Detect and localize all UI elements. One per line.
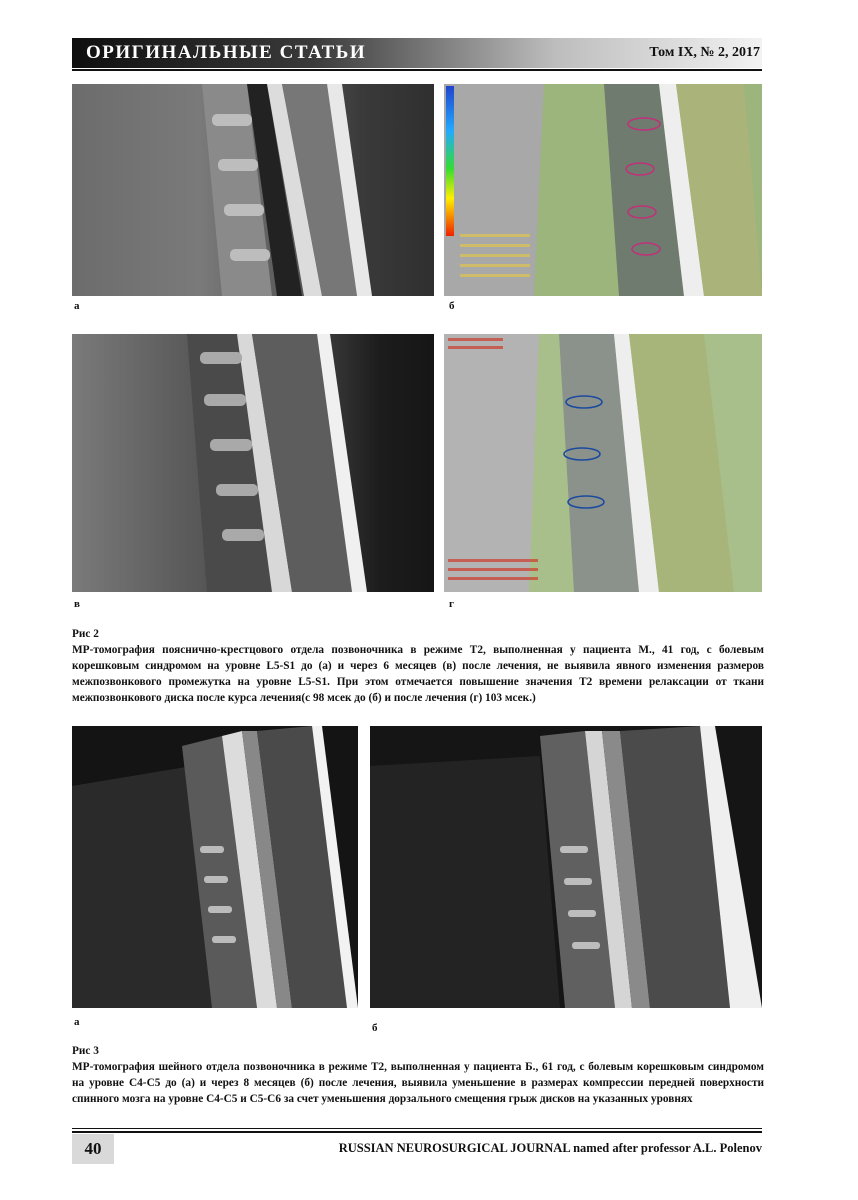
mri-lumbar-before-image [72, 84, 434, 296]
panel-label-g: г [449, 598, 454, 610]
footer-rule [72, 1128, 762, 1129]
figure-caption-2 [72, 626, 764, 706]
panel-label-b-fig3: б [372, 1022, 378, 1034]
mri-lumbar-t2map-before-image [444, 84, 762, 296]
journal-name: RUSSIAN NEUROSURGICAL JOURNAL named after professor A.L. Polenov [338, 1141, 762, 1155]
mri-cervical-after-image [370, 726, 762, 1008]
panel-label-a-fig3: а [74, 1016, 80, 1028]
figure-caption-3 [72, 1043, 764, 1107]
panel-label-v: в [74, 598, 80, 610]
panel-label-b: б [449, 300, 455, 312]
section-title: ОРИГИНАЛЬНЫЕ СТАТЬИ [86, 42, 367, 63]
figure-text-2: МР-томография пояснично-крестцового отдела позвоночника в режиме Т2, выполненная у пациента М., 41 год, с болевым корешковым синдромом на уровне L5-S1 до (а) и через 6 месяцев (в) после лечения, не выявила явного изменения размеров межпозвонкового промежутка на уровне L5-S1. При этом отмечается повышение значения Т2 времени релаксации от ткани межпозвонкового диска после курса лечения(с 98 мсек до (б) и после лечения (г) 103 мсек.) [72, 644, 764, 704]
figure-title-3: Рис 3 [72, 1045, 99, 1057]
header-rule [72, 69, 762, 71]
figure-text-3: МР-томография шейного отдела позвоночника в режиме Т2, выполненная у пациента Б., 61 год, с болевым корешковым синдромом на уровне С4-С5 до (а) и через 8 месяцев (б) после лечения, выявила уменьшение в размерах компрессии передней поверхности спинного мозга на уровне С4-С5 и С5-С6 за счет уменьшения дорзального смещения грыж дисков на указанных уровнях [72, 1061, 764, 1105]
figure-title-2: Рис 2 [72, 628, 99, 640]
panel-label-a: а [74, 300, 80, 312]
page-number: 40 [72, 1134, 114, 1164]
mri-cervical-before-image [72, 726, 358, 1008]
footer-rule-thick [72, 1131, 762, 1133]
issue-info: Том IX, № 2, 2017 [649, 45, 760, 60]
mri-lumbar-after-image [72, 334, 434, 592]
mri-lumbar-t2map-after-image [444, 334, 762, 592]
